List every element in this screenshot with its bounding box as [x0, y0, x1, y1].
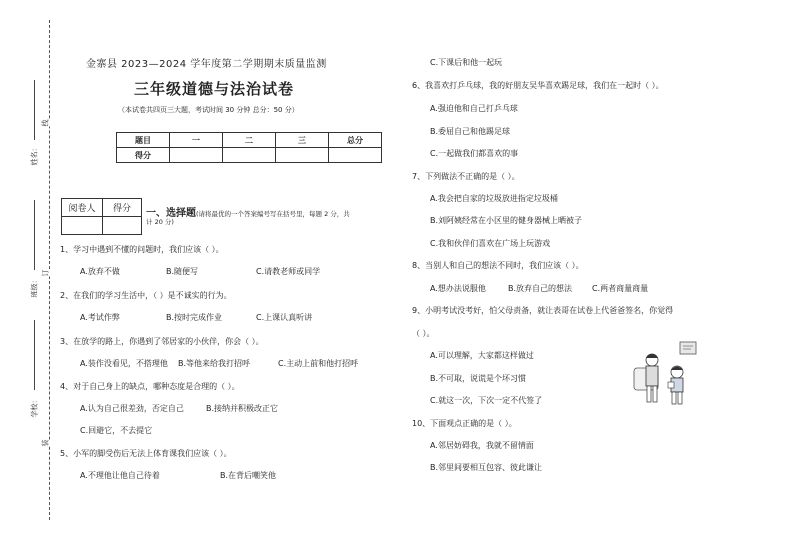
section-instruction-cont: 计 20 分)	[146, 218, 174, 226]
question-6-option-c[interactable]: C.一起做我们都喜欢的事	[430, 149, 519, 158]
question-3-option-b[interactable]: B.等他来给我打招呼	[178, 359, 251, 368]
question-7-stem: 7、下列做法不正确的是（ ）。	[412, 172, 520, 181]
question-10-stem: 10、下面观点正确的是（ ）。	[412, 419, 517, 428]
question-3-stem: 3、在放学的路上，你遇到了邻居家的小伙伴，你会（ ）。	[60, 337, 264, 346]
score-cell[interactable]	[329, 148, 382, 163]
question-7-option-a[interactable]: A.我会把自家的垃圾放进指定垃圾桶	[430, 194, 558, 203]
question-8-option-b[interactable]: B.放弃自己的想法	[508, 284, 573, 293]
score-header-cell: 总分	[329, 133, 382, 148]
question-7-option-b[interactable]: B.刘阿姨经常在小区里的健身器械上晒被子	[430, 216, 583, 225]
question-3-option-a[interactable]: A.装作没看见，不搭理他	[80, 359, 168, 368]
score-row-label: 得分	[117, 148, 170, 163]
parent-child-illustration	[632, 340, 700, 410]
question-5-option-c[interactable]: C.下课后和他一起玩	[430, 58, 503, 67]
question-9-stem-cont: （ ）。	[412, 329, 435, 338]
section-title: 一、选择题	[146, 208, 196, 219]
score-cell[interactable]	[276, 148, 329, 163]
question-6-option-a[interactable]: A.强迫他和自己打乒乓球	[430, 104, 518, 113]
name-label: 姓名：	[30, 144, 39, 166]
question-9-option-c[interactable]: C.就这一次，下次一定不代签了	[430, 396, 543, 405]
score-table	[116, 132, 382, 163]
question-9-option-a[interactable]: A.可以理解，大家都这样做过	[430, 351, 534, 360]
question-9-option-b[interactable]: B.不可取，说谎是个坏习惯	[430, 374, 527, 383]
question-10-option-b[interactable]: B.邻里间要相互包容、彼此谦让	[430, 463, 543, 472]
question-2-stem: 2、在我们的学习生活中，（ ）是不诚实的行为。	[60, 291, 232, 300]
question-7-option-c[interactable]: C.我和伙伴们喜欢在广场上玩游戏	[430, 239, 551, 248]
question-1-stem: 1、学习中遇到不懂的问题时，我们应该（ ）。	[60, 245, 224, 254]
question-2-option-c[interactable]: C.上课认真听讲	[256, 313, 313, 322]
question-8-option-a[interactable]: A.想办法说服他	[430, 284, 486, 293]
question-1-option-b[interactable]: B.随便写	[166, 267, 199, 276]
question-8-stem: 8、当别人和自己的想法不同时，我们应该（ ）。	[412, 261, 584, 270]
cut-mark-install: 装	[41, 439, 50, 447]
class-blank[interactable]	[34, 200, 35, 270]
score-header-cell: 二	[223, 133, 276, 148]
question-5-option-a[interactable]: A.不理他让他自己待着	[80, 471, 160, 480]
question-4-option-c[interactable]: C.回避它，不去提它	[80, 426, 153, 435]
cut-mark-line: 线	[41, 119, 50, 127]
grader-cell[interactable]	[62, 217, 103, 235]
cut-mark-bind: 订	[41, 269, 50, 277]
question-6-option-b[interactable]: B.委屈自己和他踢足球	[430, 127, 511, 136]
question-2-option-a[interactable]: A.考试作弊	[80, 313, 120, 322]
question-4-stem: 4、对于自己身上的缺点，哪种态度是合理的（ ）。	[60, 382, 240, 391]
question-2-option-b[interactable]: B.按时完成作业	[166, 313, 223, 322]
question-5-stem: 5、小军的脚受伤后无法上体育课我们应该（ ）。	[60, 449, 232, 458]
question-1-option-c[interactable]: C.请教老师或同学	[256, 267, 321, 276]
question-4-option-b[interactable]: B.接纳并积极改正它	[206, 404, 279, 413]
exam-subtitle: 金寨县 2023—2024 学年度第二学期期末质量监测	[86, 59, 327, 70]
name-blank[interactable]	[34, 80, 35, 140]
class-label: 班级：	[30, 276, 39, 298]
score-header-cell: 三	[276, 133, 329, 148]
school-blank[interactable]	[34, 320, 35, 390]
question-4-option-a[interactable]: A.认为自己很差劲，否定自己	[80, 404, 184, 413]
question-5-option-b[interactable]: B.在背后嘲笑他	[220, 471, 277, 480]
question-6-stem: 6、我喜欢打乒乓球，我的好朋友吴华喜欢踢足球，我们在一起时（ ）。	[412, 81, 664, 90]
school-label: 学校：	[30, 396, 39, 418]
exam-title: 三年级道德与法治试卷	[134, 80, 295, 98]
exam-note: （本试卷共四页三大题，考试时间 30 分钟 总分：50 分）	[118, 106, 299, 114]
score-header-cell: 一	[170, 133, 223, 148]
grader-header: 得分	[103, 199, 142, 217]
score-cell[interactable]	[170, 148, 223, 163]
question-9-stem: 9、小明考试没考好，怕父母责备，就让表哥在试卷上代爸爸签名，你觉得	[412, 306, 674, 315]
score-cell[interactable]	[223, 148, 276, 163]
question-10-option-a[interactable]: A.邻居妨碍我，我就不留情面	[430, 441, 534, 450]
question-8-option-c[interactable]: C.两者商量商量	[592, 284, 649, 293]
grader-cell[interactable]	[103, 217, 142, 235]
question-3-option-c[interactable]: C.主动上前和他打招呼	[278, 359, 359, 368]
section-instruction: (请将最优的一个答案编号写在括号里，每题 2 分，共	[196, 210, 350, 218]
grader-table	[61, 198, 142, 235]
grader-header: 阅卷人	[62, 199, 103, 217]
question-1-option-a[interactable]: A.放弃不做	[80, 267, 120, 276]
score-header-cell: 题目	[117, 133, 170, 148]
section-heading	[146, 201, 350, 220]
